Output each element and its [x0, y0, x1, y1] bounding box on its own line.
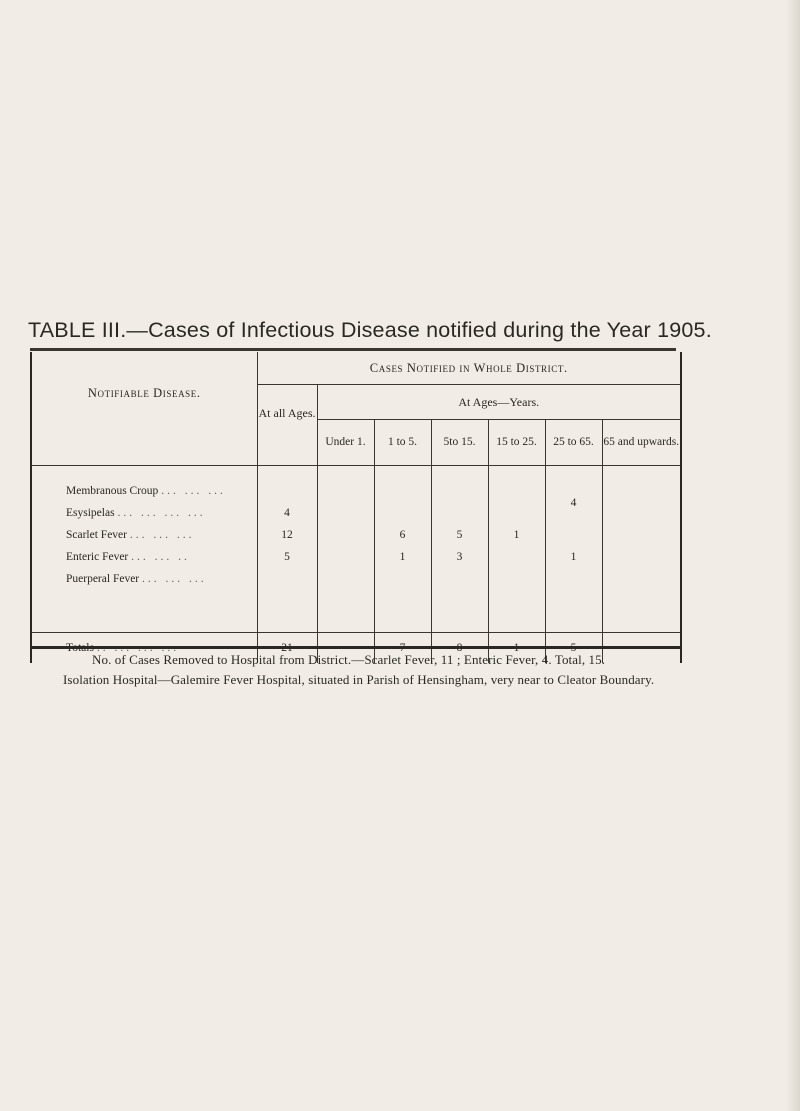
cell-value	[603, 546, 681, 568]
cell-value	[546, 524, 602, 546]
header-at-ages-years: At Ages—Years.	[317, 385, 681, 420]
disease-name: Enteric Fever	[66, 551, 129, 563]
hospital-removal-note: No. of Cases Removed to Hospital from District.—Scarlet Fever, 11 ; Enteric Fever, 4. Total, 15.	[92, 652, 606, 667]
leader-dots: ... ... ...	[129, 529, 195, 541]
header-at-all-ages: At all Ages.	[257, 385, 317, 466]
age-band-column	[545, 466, 602, 633]
infectious-disease-table	[30, 352, 682, 663]
leader-dots: ... ... ... ...	[117, 507, 206, 519]
all-ages-column	[257, 466, 317, 633]
cell-value: 6	[399, 529, 406, 541]
cell-value: 5	[284, 551, 290, 563]
cell-value	[375, 568, 431, 590]
cell-value	[546, 568, 602, 590]
cell-value: 4	[570, 497, 577, 509]
leader-dots: ... ... ...	[142, 573, 207, 585]
cell-value: 5	[456, 529, 463, 541]
cell-value	[603, 480, 681, 502]
disease-list	[31, 466, 257, 633]
cell-value	[318, 502, 374, 524]
disease-row	[66, 524, 257, 546]
cell-value	[318, 546, 374, 568]
header-age-band: 5to 15.	[431, 420, 488, 466]
age-band-column	[488, 466, 545, 633]
disease-row	[66, 546, 257, 568]
cell-value	[432, 502, 488, 524]
cell-value	[489, 480, 545, 502]
cell-value: 4	[284, 507, 290, 519]
page-edge-shadow	[786, 0, 800, 1111]
header-age-band: 65 and upwards.	[602, 420, 681, 466]
cell-value	[489, 502, 545, 524]
disease-name: Puerperal Fever	[66, 573, 140, 585]
age-band-column	[602, 466, 681, 633]
header-notifiable-disease: Notifiable Disease.	[31, 352, 257, 466]
leader-dots: ... ... ...	[161, 485, 226, 497]
header-age-band: 1 to 5.	[374, 420, 431, 466]
cell-value: 12	[281, 529, 293, 541]
table-title: TABLE III.—Cases of Infectious Disease notified during the Year 1905.	[28, 318, 712, 342]
cell-value	[375, 502, 431, 524]
cell-value	[318, 480, 374, 502]
header-cases-notified: Cases Notified in Whole District.	[257, 352, 681, 385]
disease-name: Membranous Croup	[66, 485, 159, 497]
disease-row	[66, 480, 257, 502]
cell-value	[603, 568, 681, 590]
cell-value	[432, 568, 488, 590]
age-band-column	[317, 466, 374, 633]
cell-value: 1	[513, 529, 520, 541]
cell-value	[318, 524, 374, 546]
title-rule	[30, 348, 676, 351]
age-band-column	[374, 466, 431, 633]
bottom-rule	[30, 646, 680, 649]
disease-row	[66, 502, 257, 524]
leader-dots: ... ... ..	[131, 551, 190, 563]
cell-value: 1	[570, 551, 577, 563]
cell-value: 1	[399, 551, 406, 563]
header-age-band: Under 1.	[317, 420, 374, 466]
header-age-band: 15 to 25.	[488, 420, 545, 466]
isolation-hospital-note: Isolation Hospital—Galemire Fever Hospital, situated in Parish of Hensingham, very near to Cleator Boundary.	[63, 672, 655, 687]
cell-value	[489, 546, 545, 568]
cell-value	[603, 502, 681, 524]
disease-row	[66, 568, 257, 590]
age-band-column	[431, 466, 488, 633]
cell-value	[258, 480, 317, 502]
cell-value: 3	[456, 551, 463, 563]
cell-value	[432, 480, 488, 502]
cell-value	[603, 524, 681, 546]
cell-value	[318, 568, 374, 590]
cell-value	[489, 568, 545, 590]
disease-name: Esysipelas	[66, 507, 115, 519]
cell-value	[375, 480, 431, 502]
cell-value	[258, 568, 317, 590]
header-age-band: 25 to 65.	[545, 420, 602, 466]
disease-name: Scarlet Fever	[66, 529, 127, 541]
